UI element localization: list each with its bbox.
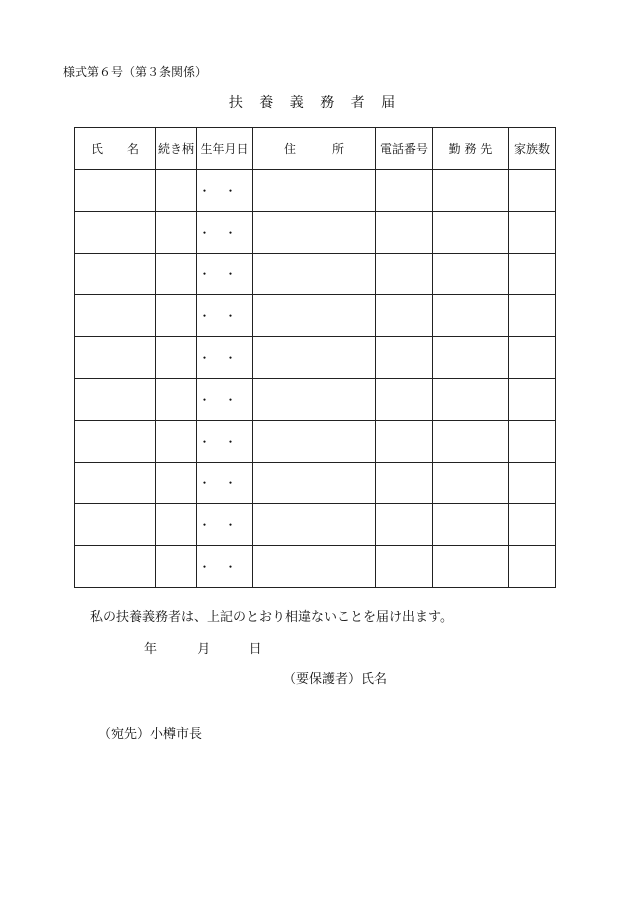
cell-relationship[interactable] — [156, 211, 197, 253]
table-row — [75, 546, 556, 588]
date-day-label: 日 — [248, 642, 262, 657]
declaration-text: 私の扶養義務者は、上記のとおり相違ないことを届け出ます。 — [90, 610, 453, 625]
cell-phone[interactable] — [376, 420, 433, 462]
cell-phone[interactable] — [376, 295, 433, 337]
table-header-row — [75, 128, 556, 170]
dependents-table — [74, 127, 556, 588]
cell-workplace[interactable] — [433, 420, 509, 462]
cell-relationship[interactable] — [156, 337, 197, 379]
cell-family-count[interactable] — [509, 253, 556, 295]
cell-name[interactable] — [75, 253, 156, 295]
cell-address[interactable] — [253, 295, 376, 337]
cell-phone[interactable] — [376, 170, 433, 212]
form-title: 扶 養 義 務 者 届 — [228, 95, 402, 111]
cell-address[interactable] — [253, 420, 376, 462]
cell-workplace[interactable] — [433, 253, 509, 295]
form-number: 様式第６号（第３条関係） — [63, 65, 208, 79]
cell-birthdate[interactable]: ・・ — [197, 504, 253, 546]
cell-birthdate[interactable]: ・・ — [197, 462, 253, 504]
cell-relationship[interactable] — [156, 295, 197, 337]
cell-phone[interactable] — [376, 546, 433, 588]
header-relationship: 続き柄 — [156, 128, 197, 170]
cell-birthdate[interactable]: ・・ — [197, 170, 253, 212]
cell-family-count[interactable] — [509, 295, 556, 337]
cell-relationship[interactable] — [156, 170, 197, 212]
table-row — [75, 462, 556, 504]
cell-relationship[interactable] — [156, 378, 197, 420]
cell-workplace[interactable] — [433, 504, 509, 546]
header-phone: 電話番号 — [376, 128, 433, 170]
cell-name[interactable] — [75, 504, 156, 546]
cell-address[interactable] — [253, 462, 376, 504]
cell-birthdate[interactable]: ・・ — [197, 253, 253, 295]
cell-relationship[interactable] — [156, 546, 197, 588]
cell-phone[interactable] — [376, 211, 433, 253]
cell-address[interactable] — [253, 546, 376, 588]
cell-name[interactable] — [75, 462, 156, 504]
cell-address[interactable] — [253, 211, 376, 253]
cell-phone[interactable] — [376, 504, 433, 546]
cell-family-count[interactable] — [509, 504, 556, 546]
cell-relationship[interactable] — [156, 253, 197, 295]
cell-family-count[interactable] — [509, 462, 556, 504]
cell-address[interactable] — [253, 170, 376, 212]
cell-birthdate[interactable]: ・・ — [197, 211, 253, 253]
cell-workplace[interactable] — [433, 546, 509, 588]
table-row — [75, 170, 556, 212]
cell-workplace[interactable] — [433, 295, 509, 337]
cell-birthdate[interactable]: ・・ — [197, 378, 253, 420]
cell-name[interactable] — [75, 378, 156, 420]
cell-workplace[interactable] — [433, 170, 509, 212]
applicant-name-label: （要保護者）氏名 — [283, 672, 388, 687]
table-row — [75, 295, 556, 337]
cell-family-count[interactable] — [509, 546, 556, 588]
cell-workplace[interactable] — [433, 337, 509, 379]
cell-family-count[interactable] — [509, 170, 556, 212]
cell-phone[interactable] — [376, 378, 433, 420]
table-row — [75, 253, 556, 295]
cell-phone[interactable] — [376, 337, 433, 379]
date-line — [144, 638, 262, 657]
cell-name[interactable] — [75, 337, 156, 379]
cell-name[interactable] — [75, 170, 156, 212]
cell-address[interactable] — [253, 337, 376, 379]
cell-name[interactable] — [75, 295, 156, 337]
cell-birthdate[interactable]: ・・ — [197, 420, 253, 462]
header-birthdate: 生年月日 — [197, 128, 253, 170]
table-row — [75, 337, 556, 379]
cell-name[interactable] — [75, 546, 156, 588]
cell-workplace[interactable] — [433, 211, 509, 253]
table-row — [75, 211, 556, 253]
table-body — [75, 170, 556, 588]
header-address: 住 所 — [253, 128, 376, 170]
cell-relationship[interactable] — [156, 504, 197, 546]
addressee: （宛先）小樽市長 — [98, 727, 203, 742]
cell-birthdate[interactable]: ・・ — [197, 295, 253, 337]
cell-family-count[interactable] — [509, 378, 556, 420]
cell-phone[interactable] — [376, 253, 433, 295]
cell-address[interactable] — [253, 378, 376, 420]
cell-name[interactable] — [75, 211, 156, 253]
header-workplace: 勤 務 先 — [433, 128, 509, 170]
header-name: 氏 名 — [75, 128, 156, 170]
cell-address[interactable] — [253, 253, 376, 295]
cell-family-count[interactable] — [509, 337, 556, 379]
date-year-label: 年 — [144, 642, 158, 657]
cell-relationship[interactable] — [156, 462, 197, 504]
cell-workplace[interactable] — [433, 378, 509, 420]
cell-family-count[interactable] — [509, 420, 556, 462]
table-row — [75, 504, 556, 546]
cell-workplace[interactable] — [433, 462, 509, 504]
cell-relationship[interactable] — [156, 420, 197, 462]
cell-phone[interactable] — [376, 462, 433, 504]
table-row — [75, 378, 556, 420]
cell-birthdate[interactable]: ・・ — [197, 337, 253, 379]
date-month-label: 月 — [197, 642, 211, 657]
header-family-count: 家族数 — [509, 128, 556, 170]
cell-address[interactable] — [253, 504, 376, 546]
cell-birthdate[interactable]: ・・ — [197, 546, 253, 588]
table-row — [75, 420, 556, 462]
cell-name[interactable] — [75, 420, 156, 462]
cell-family-count[interactable] — [509, 211, 556, 253]
